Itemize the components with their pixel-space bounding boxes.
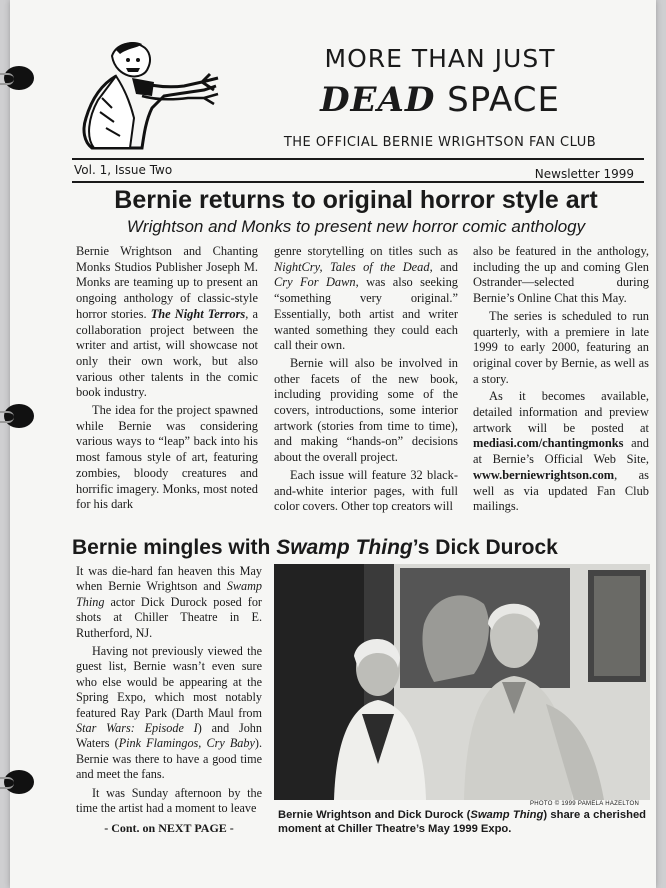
photo-credit: PHOTO © 1999 PAMELA HAZELTON (530, 801, 640, 807)
paragraph: As it becomes available, detailed information and preview artwork will be posted at mediasi.com/chantingmonks and at Bernie’s Official Web Site, www.berniewrightson.com, as well as via updated Fan Club mailings. (473, 389, 649, 514)
newsletter-date: Newsletter 1999 (534, 167, 634, 181)
paragraph: The series is scheduled to run quarterly, with a premiere in late 1999 to early 2000, featuring an original cover by Bernie, as well as a story. (473, 308, 649, 386)
masthead-space: SPACE (447, 80, 560, 120)
story2-column (76, 564, 262, 817)
story1-subhead: Wrightson and Monks to present new horror comic anthology (126, 217, 586, 236)
paragraph: also be featured in the anthology, including the up and coming Glen Ostrander—selected during Bernie’s Online Chat this May. (473, 244, 649, 306)
paragraph: The idea for the project spawned while Bernie was considering various ways to “leap” back into his most famous style of art, featuring zombies, bloody creatures and horrific imagery. Monks, most noted for his dark (76, 403, 258, 512)
zombie-illustration (72, 38, 222, 150)
paragraph: Having not previously viewed the guest list, Bernie wasn’t even sure who else would be appearing at the Spring Expo, which most notably featured Ray Park (Darth Maul from Star Wars: Episode I) and John Waters (Pink Flamingos, Cry Baby). Bernie was there to have a good time and meet the fans. (76, 644, 263, 782)
paragraph: Each issue will feature 32 black-and-white interior pages, with full color covers. Other top creators will (274, 467, 458, 514)
paragraph: Bernie Wrightson and Chanting Monks Studios Publisher Joseph M. Monks are teaming up to present an ongoing anthology of classic-style horror stories. The Night Terrors, a collaboration project between the writer and artist, will showcase not only their own work, but also various other talents in the comic book industry. (76, 244, 258, 400)
masthead-tagline: THE OFFICIAL BERNIE WRIGHTSON FAN CLUB (283, 135, 597, 150)
story1-column-2 (274, 244, 458, 515)
paragraph: Bernie will also be involved in other facets of the new book, including providing some of the covers, introductions, some interior artwork (stories from time to time), and making “hands-on” decisions about the overall project. (274, 355, 458, 465)
binder-ring (4, 404, 34, 428)
divider (72, 158, 644, 160)
event-photo (274, 564, 650, 800)
masthead-dead: DEAD (320, 80, 436, 120)
story1-headline: Bernie returns to original horror style art (114, 186, 598, 214)
story2-headline: Bernie mingles with Swamp Thing’s Dick Durock (72, 536, 558, 559)
continued-notice: - Cont. on NEXT PAGE - (104, 821, 234, 835)
binder-ring (4, 66, 34, 90)
paragraph: genre storytelling on titles such as NightCry, Tales of the Dead, and Cry For Dawn, was also seeking “something very original.” Essentially, both artist and writer wanted something they could each call their own. (274, 244, 458, 353)
paragraph: It was die-hard fan heaven this May when Bernie Wrightson and Swamp Thing actor Dick Durock posed for shots at Chiller Theatre in E. Rutherford, NJ. (76, 564, 262, 640)
paragraph: It was Sunday afternoon by the time the artist had a moment to leave (76, 785, 262, 816)
binder-ring (4, 770, 34, 794)
photo-caption: Bernie Wrightson and Dick Durock (Swamp Thing) share a cherished moment at Chiller Theatre’s May 1999 Expo. (278, 809, 646, 835)
story1-column-3 (473, 244, 649, 515)
story1-column-1 (76, 244, 258, 513)
divider (72, 181, 644, 183)
newsletter-page (10, 0, 656, 888)
masthead-line-1: MORE THAN JUST (324, 44, 556, 73)
issue-number: Vol. 1, Issue Two (74, 163, 173, 177)
masthead-title (240, 80, 640, 120)
